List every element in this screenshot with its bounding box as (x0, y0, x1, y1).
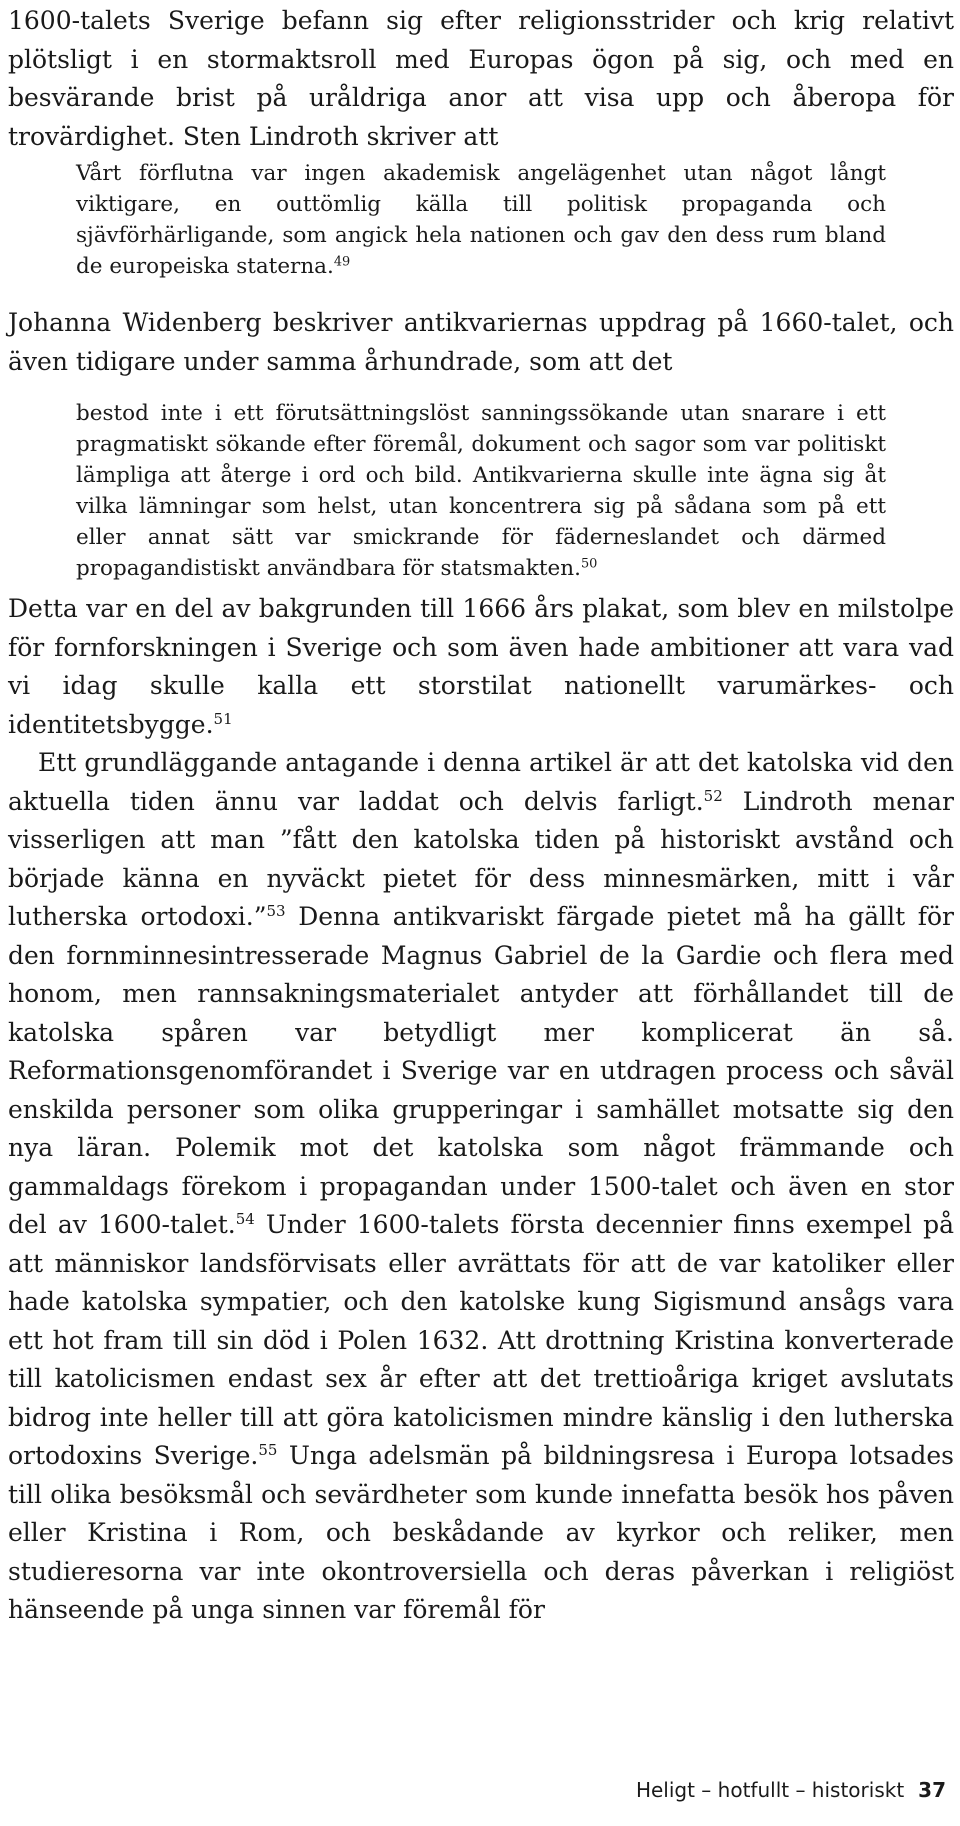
running-title: Heligt – hotfullt – historiskt (635, 1778, 905, 1802)
block-quote-widenberg (76, 398, 886, 584)
paragraph-text: Ett grundläggande antagande i denna artikel är att det katolska vid den aktuella tiden ännu var laddat och delvis farligt. (8, 748, 954, 816)
footnote-ref: 51 (213, 709, 233, 728)
paragraph-intro: 1600-talets Sverige befann sig efter religionsstrider och krig relativt plötsligt i en stormaktsroll med Europas ögon på sig, och med en besvärande brist på uråldriga anor att visa upp och åberopa för trovärdighet. Sten Lindroth skriver att (8, 6, 954, 151)
page-number: 37 (918, 1778, 946, 1802)
footnote-ref: 49 (333, 254, 351, 270)
paragraph-widenberg: Johanna Widenberg beskriver antikvariernas uppdrag på 1660-talet, och även tidigare under samma århundrade, som att det (8, 308, 954, 376)
paragraph-text: Under 1600-talets första decennier finns exempel på att människor landsförvisats eller avrättats för att de var katoliker eller hade katolska sympatier, och den katolske kung Sigismund ansågs vara ett hot fram till sin död i Polen 1632. Att drottning Kristina konverterade till katolicismen endast sex år efter att det trettioåriga kriget avslutats bidrog inte heller till att göra katolicismen mindre känslig i den lutherska ortodoxins Sverige. (8, 1210, 954, 1470)
paragraph-text: Detta var en del av bakgrunden till 1666 års plakat, som blev en milstolpe för fornforskningen i Sverige och som även hade ambitioner att vara vad vi idag skulle kalla ett storstilat nationellt varumärkes- och identitetsbygge. (8, 594, 954, 739)
quote-text: bestod inte i ett förutsättningslöst sanningssökande utan snarare i ett pragmatiskt sökande efter föremål, dokument och sagor som var politiskt lämpliga att återge i ord och bild. Antikvarierna skulle inte ägna sig åt vilka lämningar som helst, utan koncentrera sig på sådana som på ett eller annat sätt var smickrande för fäderneslandet och därmed propagandistiskt användbara för statsmakten. (76, 401, 886, 581)
footnote-ref: 55 (258, 1441, 278, 1459)
footnote-ref: 52 (703, 786, 723, 805)
footnote-ref: 54 (235, 1210, 255, 1228)
paragraph-plakat (8, 590, 954, 744)
quote-text: Vårt förflutna var ingen akademisk angelägenhet utan något långt viktigare, en outtömlig källa till politisk propaganda och sjävförhärligande, som angick hela nationen och gav den dess rum bland de europeiska staterna. (76, 161, 886, 279)
paragraph-text: Denna antikvariskt färgade pietet må ha gällt för den fornminnesintresserade Magnus Gabriel de la Gardie och flera med honom, men rannsakningsmaterialet antyder att förhållandet till de katolska spåren var betydligt mer komplicerat än så. Reformationsgenomförandet i Sverige var en utdragen process och såväl enskilda personer som olika grupperingar i samhället motsatte sig den nya läran. Polemik mot det katolska som något främmande och gammaldags förekom i propagandan under 1500-talet och även en stor del av 1600-talet. (8, 902, 955, 1239)
footnote-ref: 50 (580, 556, 598, 572)
footnote-ref: 53 (266, 902, 286, 920)
paragraph-catholic (8, 744, 954, 1630)
paragraph-text: Lindroth menar visserligen att man ”fått den katolska tiden på historiskt avstånd och började känna en nyväckt pietet för dess minnesmärken, mitt i vår lutherska ortodoxi.” (8, 786, 955, 931)
page-footer (636, 1778, 946, 1802)
paragraph-text: Unga adelsmän på bildningsresa i Europa lotsades till olika besöksmål och sevärdheter som kunde innefatta besök hos påven eller Kristina i Rom, och beskådande av kyrkor och reliker, men studieresorna var inte okontroversiella och deras påverkan i religiöst hänseende på unga sinnen var föremål för (8, 1441, 954, 1624)
block-quote-lindroth (76, 158, 886, 282)
